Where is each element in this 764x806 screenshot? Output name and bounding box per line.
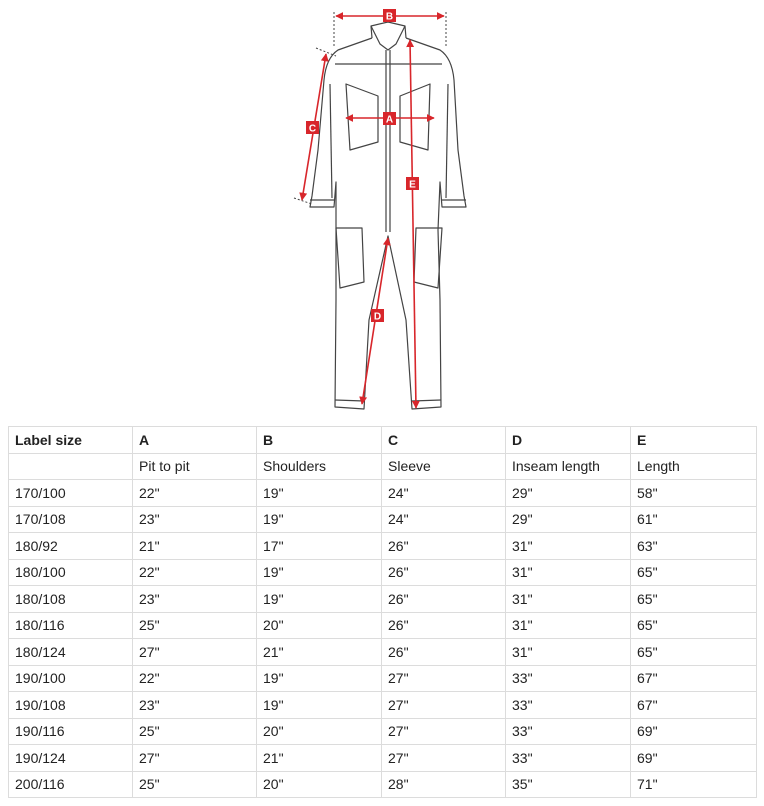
length-cell: 69" [631, 745, 757, 772]
sleeve-cell: 27" [382, 665, 506, 692]
sleeve-cell: 26" [382, 612, 506, 639]
subheader-shoulders: Shoulders [257, 453, 382, 480]
label-size-cell: 180/108 [9, 586, 133, 613]
label-size-cell: 190/100 [9, 665, 133, 692]
inseam-length-cell: 31" [506, 586, 631, 613]
subheader-inseam-length: Inseam length [506, 453, 631, 480]
sleeve-cell: 28" [382, 771, 506, 798]
shoulders-cell: 20" [257, 612, 382, 639]
length-cell: 71" [631, 771, 757, 798]
pit-to-pit-cell: 23" [133, 506, 257, 533]
sleeve-cell: 27" [382, 692, 506, 719]
sleeve-cell: 27" [382, 745, 506, 772]
pit-to-pit-cell: 25" [133, 612, 257, 639]
measurement-arrows [302, 16, 444, 408]
shoulders-cell: 20" [257, 771, 382, 798]
pit-to-pit-cell: 23" [133, 692, 257, 719]
header-c: C [382, 427, 506, 454]
length-cell: 67" [631, 665, 757, 692]
length-cell: 58" [631, 480, 757, 507]
pit-to-pit-cell: 22" [133, 665, 257, 692]
shoulders-cell: 17" [257, 533, 382, 560]
table-row [9, 639, 757, 666]
subheader-pit-to-pit: Pit to pit [133, 453, 257, 480]
shoulders-cell: 19" [257, 480, 382, 507]
inseam-length-cell: 33" [506, 692, 631, 719]
subheader-cell [9, 453, 133, 480]
length-cell: 65" [631, 559, 757, 586]
label-d: D [373, 311, 382, 323]
coverall-outline [310, 22, 466, 409]
length-cell: 63" [631, 533, 757, 560]
table-row [9, 533, 757, 560]
size-chart-table [8, 426, 757, 798]
table-row [9, 718, 757, 745]
shoulders-cell: 19" [257, 559, 382, 586]
sleeve-cell: 26" [382, 586, 506, 613]
pit-to-pit-cell: 23" [133, 586, 257, 613]
shoulders-cell: 19" [257, 665, 382, 692]
length-cell: 65" [631, 612, 757, 639]
inseam-length-cell: 31" [506, 612, 631, 639]
table-row [9, 745, 757, 772]
label-b: B [385, 11, 394, 23]
table-row [9, 692, 757, 719]
measurement-labels [306, 9, 419, 323]
table-row [9, 771, 757, 798]
table-subheader-row [9, 453, 757, 480]
table-header-row [9, 427, 757, 454]
label-size-cell: 190/116 [9, 718, 133, 745]
pit-to-pit-cell: 27" [133, 639, 257, 666]
pit-to-pit-cell: 25" [133, 771, 257, 798]
pit-to-pit-cell: 22" [133, 559, 257, 586]
inseam-length-cell: 33" [506, 665, 631, 692]
label-size-cell: 180/116 [9, 612, 133, 639]
header-b: B [257, 427, 382, 454]
label-size-cell: 190/124 [9, 745, 133, 772]
sleeve-cell: 24" [382, 480, 506, 507]
shoulders-cell: 19" [257, 586, 382, 613]
label-size-cell: 170/100 [9, 480, 133, 507]
inseam-length-cell: 29" [506, 480, 631, 507]
shoulders-cell: 21" [257, 745, 382, 772]
length-cell: 65" [631, 639, 757, 666]
inseam-length-cell: 35" [506, 771, 631, 798]
label-size-cell: 190/108 [9, 692, 133, 719]
pit-to-pit-cell: 22" [133, 480, 257, 507]
arrow-e [410, 40, 416, 408]
header-e: E [631, 427, 757, 454]
inseam-length-cell: 31" [506, 559, 631, 586]
label-size-cell: 180/92 [9, 533, 133, 560]
length-cell: 69" [631, 718, 757, 745]
table-row [9, 506, 757, 533]
shoulders-cell: 19" [257, 692, 382, 719]
subheader-sleeve: Sleeve [382, 453, 506, 480]
pit-to-pit-cell: 25" [133, 718, 257, 745]
header-d: D [506, 427, 631, 454]
table-row [9, 559, 757, 586]
label-size-cell: 170/108 [9, 506, 133, 533]
table-row [9, 612, 757, 639]
pit-to-pit-cell: 27" [133, 745, 257, 772]
inseam-length-cell: 29" [506, 506, 631, 533]
shoulders-cell: 20" [257, 718, 382, 745]
length-cell: 67" [631, 692, 757, 719]
shoulders-cell: 21" [257, 639, 382, 666]
pit-to-pit-cell: 21" [133, 533, 257, 560]
label-e: E [409, 179, 416, 191]
label-c: C [308, 123, 317, 135]
subheader-length: Length [631, 453, 757, 480]
length-cell: 61" [631, 506, 757, 533]
inseam-length-cell: 33" [506, 745, 631, 772]
header-a: A [133, 427, 257, 454]
inseam-length-cell: 31" [506, 639, 631, 666]
header-label-size: Label size [9, 427, 133, 454]
length-cell: 65" [631, 586, 757, 613]
inseam-length-cell: 33" [506, 718, 631, 745]
label-size-cell: 180/124 [9, 639, 133, 666]
label-size-cell: 180/100 [9, 559, 133, 586]
table-row [9, 480, 757, 507]
sleeve-cell: 26" [382, 533, 506, 560]
sleeve-cell: 24" [382, 506, 506, 533]
sleeve-cell: 26" [382, 639, 506, 666]
sleeve-cell: 27" [382, 718, 506, 745]
table-row [9, 665, 757, 692]
shoulders-cell: 19" [257, 506, 382, 533]
table-row [9, 586, 757, 613]
sleeve-cell: 26" [382, 559, 506, 586]
inseam-length-cell: 31" [506, 533, 631, 560]
label-size-cell: 200/116 [9, 771, 133, 798]
label-a: A [385, 114, 394, 126]
